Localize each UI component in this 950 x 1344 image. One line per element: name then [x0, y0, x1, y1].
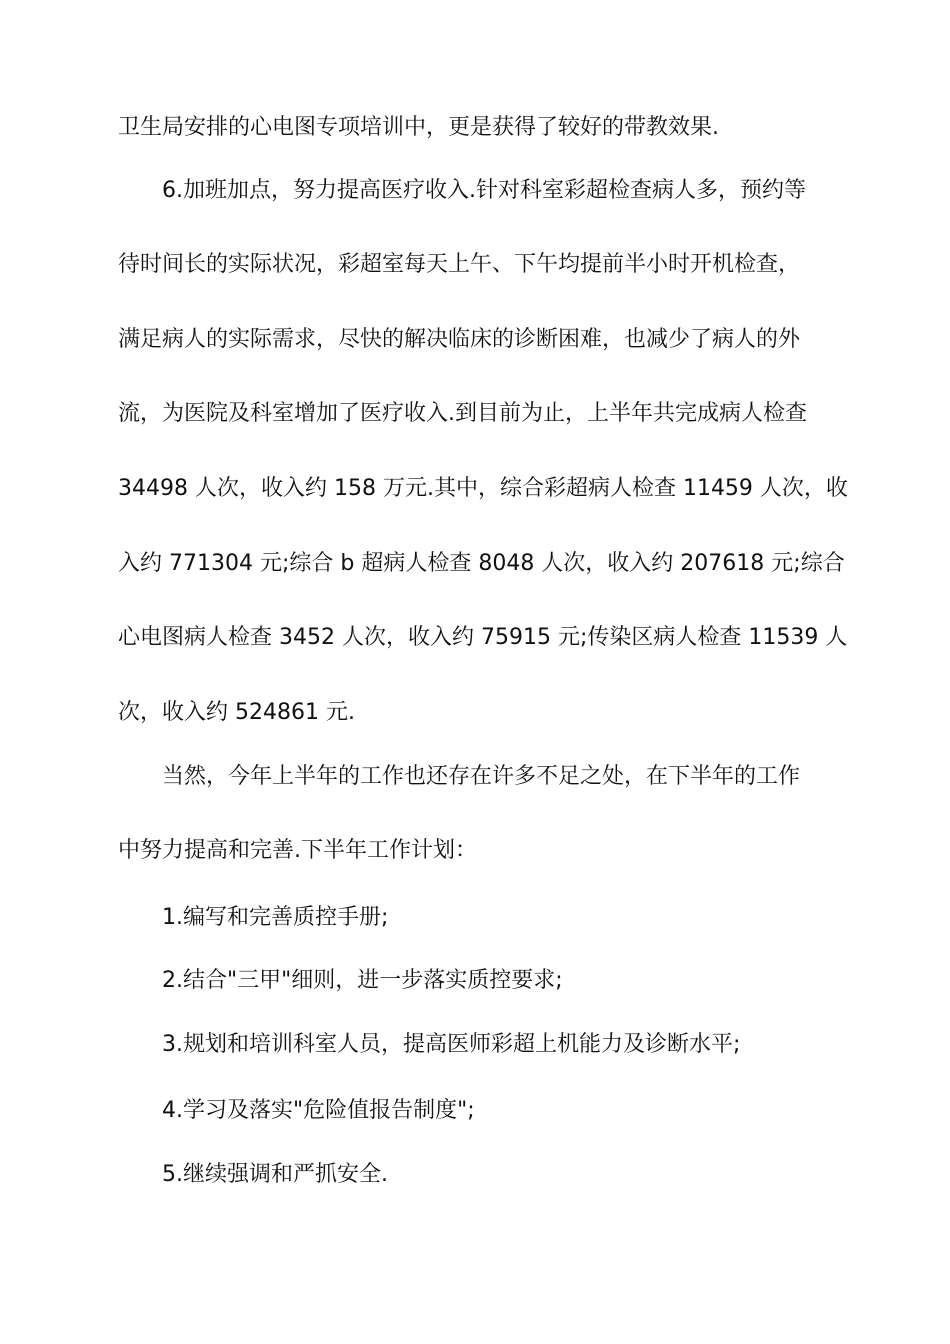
paragraph-line: 心电图病人检查 3452 人次，收入约 75915 元;传染区病人检查 11539 人 [118, 625, 848, 650]
paragraph-line: 满足病人的实际需求，尽快的解决临床的诊断困难，也减少了病人的外 [118, 327, 801, 352]
paragraph-line: 卫生局安排的心电图专项培训中，更是获得了较好的带教效果. [118, 115, 719, 140]
paragraph-line: 6.加班加点，努力提高医疗收入.针对科室彩超检查病人多，预约等 [162, 178, 806, 203]
list-item: 4.学习及落实"危险值报告制度"; [162, 1098, 475, 1123]
paragraph-line: 当然，今年上半年的工作也还存在许多不足之处，在下半年的工作 [162, 764, 801, 789]
paragraph-line: 34498 人次，收入约 158 万元.其中，综合彩超病人检查 11459 人次，收 [118, 476, 848, 501]
paragraph-line: 次，收入约 524861 元. [118, 700, 355, 725]
paragraph-line: 流，为医院及科室增加了医疗收入.到目前为止，上半年共完成病人检查 [118, 401, 807, 426]
list-item: 5.继续强调和严抓安全. [162, 1162, 388, 1187]
paragraph-line: 中努力提高和完善.下半年工作计划： [118, 838, 477, 863]
list-item: 3.规划和培训科室人员，提高医师彩超上机能力及诊断水平; [162, 1032, 741, 1057]
paragraph-line: 待时间长的实际状况，彩超室每天上午、下午均提前半小时开机检查， [118, 252, 801, 277]
paragraph-line: 入约 771304 元;综合 b 超病人检查 8048 人次，收入约 207618 元;综合 [118, 551, 845, 576]
list-item: 2.结合"三甲"细则，进一步落实质控要求; [162, 968, 563, 993]
list-item: 1.编写和完善质控手册; [162, 905, 389, 930]
